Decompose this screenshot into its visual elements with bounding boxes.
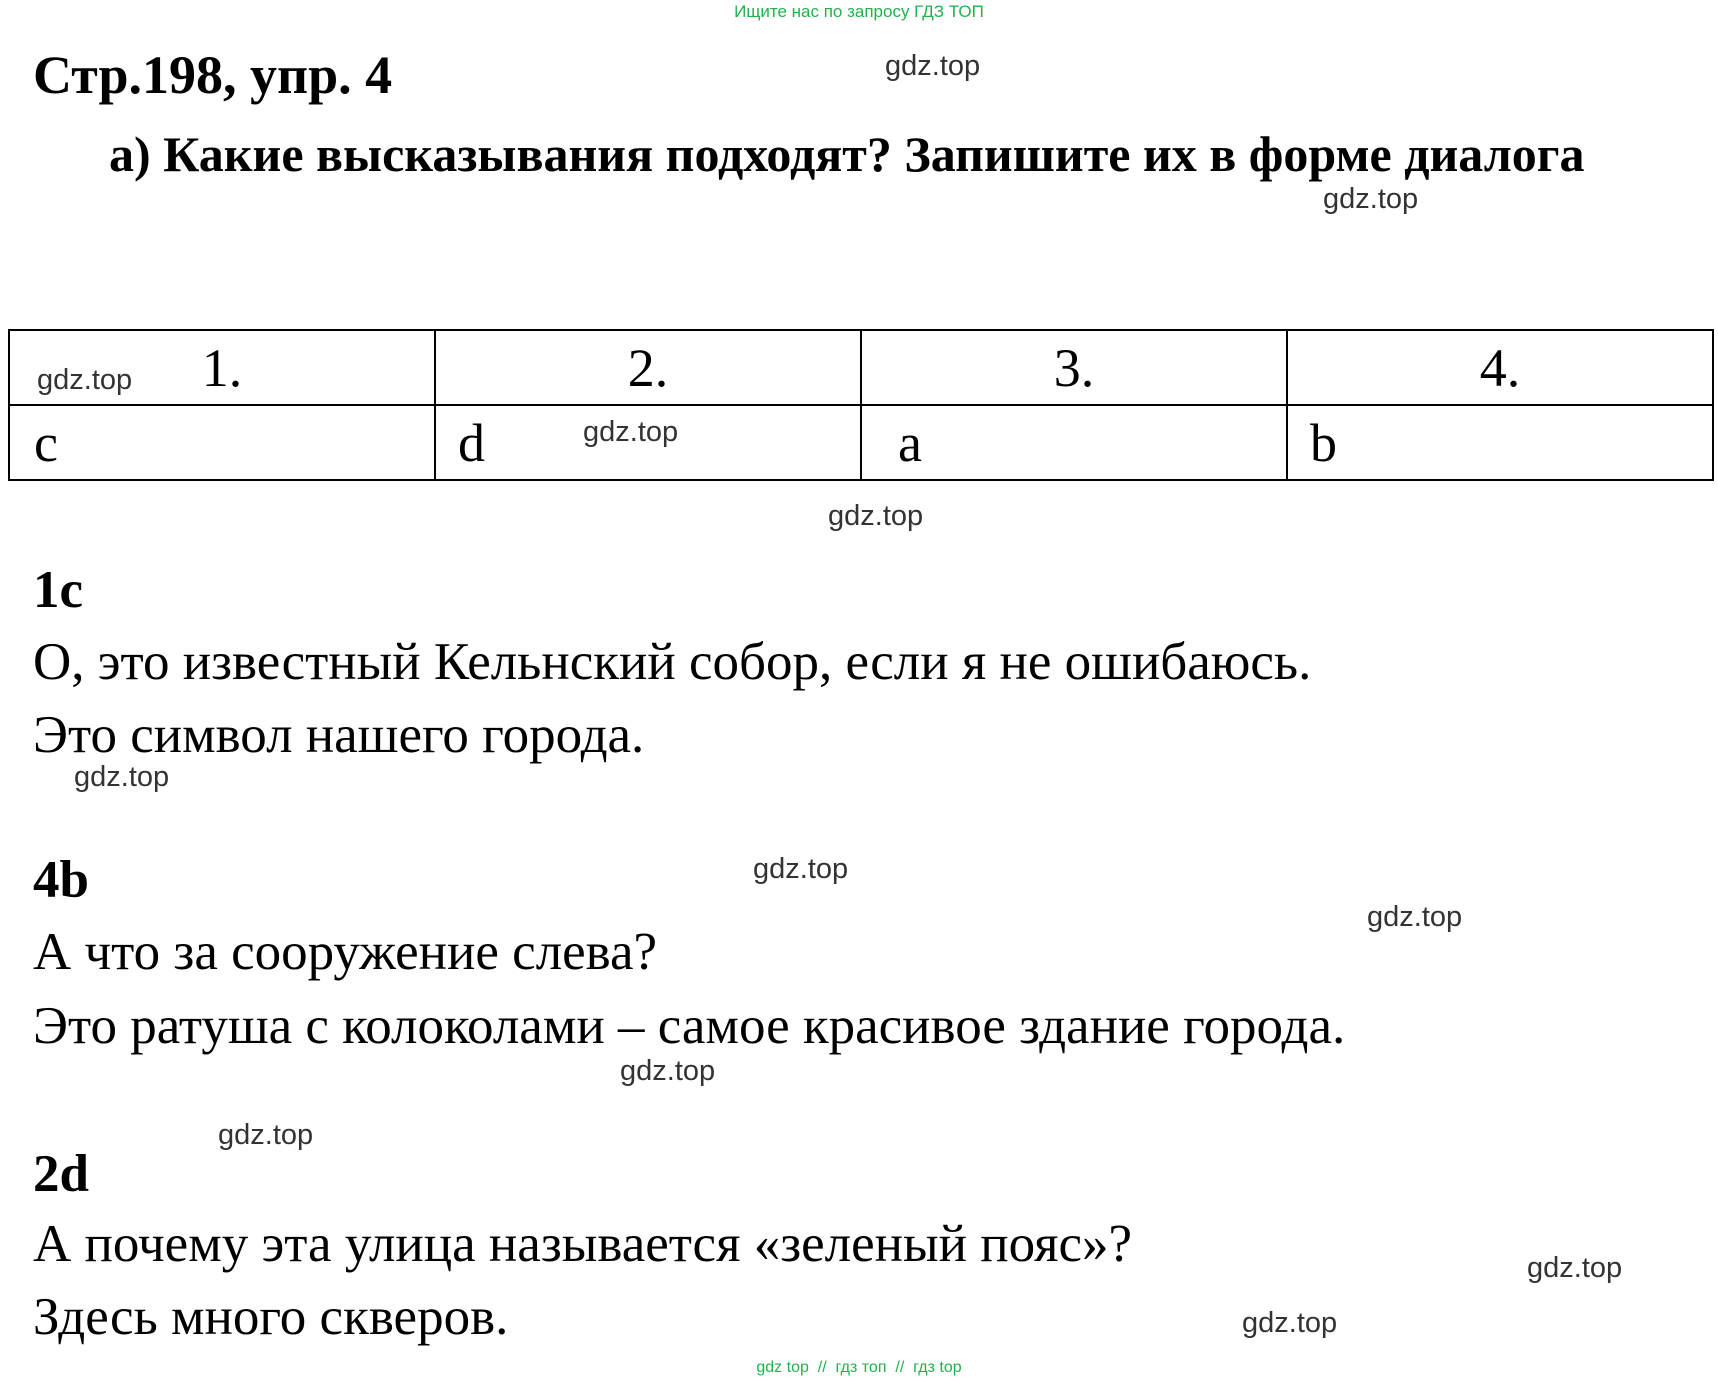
answer-number: 3. bbox=[1053, 337, 1095, 398]
answer-table-number-row bbox=[9, 330, 1713, 405]
top-banner-link[interactable]: Ищите нас по запросу ГДЗ ТОП bbox=[734, 2, 984, 21]
dialogue-line: О, это известный Кельнский собор, если я не ошибаюсь. bbox=[33, 633, 1312, 691]
dialogue-line: Здесь много скверов. bbox=[33, 1288, 509, 1346]
page-title: Стр.198, упр. 4 bbox=[33, 45, 393, 105]
watermark: gdz.top bbox=[37, 364, 133, 396]
answer-letter: c bbox=[34, 412, 58, 473]
dialogue-heading: 1c bbox=[33, 561, 84, 619]
answer-letter-cell bbox=[1287, 405, 1713, 480]
answer-number: 1. bbox=[201, 337, 243, 398]
dialogue-heading: 2d bbox=[33, 1145, 89, 1203]
answer-letter-cell bbox=[861, 405, 1287, 480]
answer-table-letter-row bbox=[9, 405, 1713, 480]
dialogue-line: А что за сооружение слева? bbox=[33, 923, 658, 981]
watermark: gdz.top bbox=[1323, 183, 1419, 215]
answer-table bbox=[8, 329, 1714, 481]
watermark: gdz.top bbox=[1367, 901, 1463, 933]
answer-number-cell bbox=[861, 330, 1287, 405]
dialogue-heading: 4b bbox=[33, 851, 89, 909]
task-instruction: а) Какие высказывания подходят? Запишите их в форме диалога bbox=[109, 126, 1585, 182]
dialogue-line: А почему эта улица называется «зеленый пояс»? bbox=[33, 1215, 1132, 1273]
answer-number: 4. bbox=[1479, 337, 1521, 398]
answer-number: 2. bbox=[627, 337, 669, 398]
answer-number-cell bbox=[1287, 330, 1713, 405]
dialogue-line: Это ратуша с колоколами – самое красивое здание города. bbox=[33, 997, 1346, 1055]
answer-number-cell bbox=[435, 330, 861, 405]
answer-letter: b bbox=[1310, 412, 1337, 473]
watermark: gdz.top bbox=[218, 1119, 314, 1151]
watermark: gdz.top bbox=[583, 416, 679, 448]
watermark: gdz.top bbox=[885, 50, 981, 82]
answer-letter: a bbox=[898, 412, 922, 473]
watermark: gdz.top bbox=[1242, 1307, 1338, 1339]
watermark: gdz.top bbox=[828, 500, 924, 532]
dialogue-line: Это символ нашего города. bbox=[33, 706, 645, 764]
bottom-banner-link[interactable]: gdz top // гдз топ // гдз top bbox=[756, 1359, 962, 1376]
watermark: gdz.top bbox=[1527, 1252, 1623, 1284]
answer-letter-cell bbox=[9, 405, 435, 480]
watermark: gdz.top bbox=[74, 761, 170, 793]
watermark: gdz.top bbox=[620, 1055, 716, 1087]
answer-letter: d bbox=[458, 412, 485, 473]
watermark: gdz.top bbox=[753, 853, 849, 885]
